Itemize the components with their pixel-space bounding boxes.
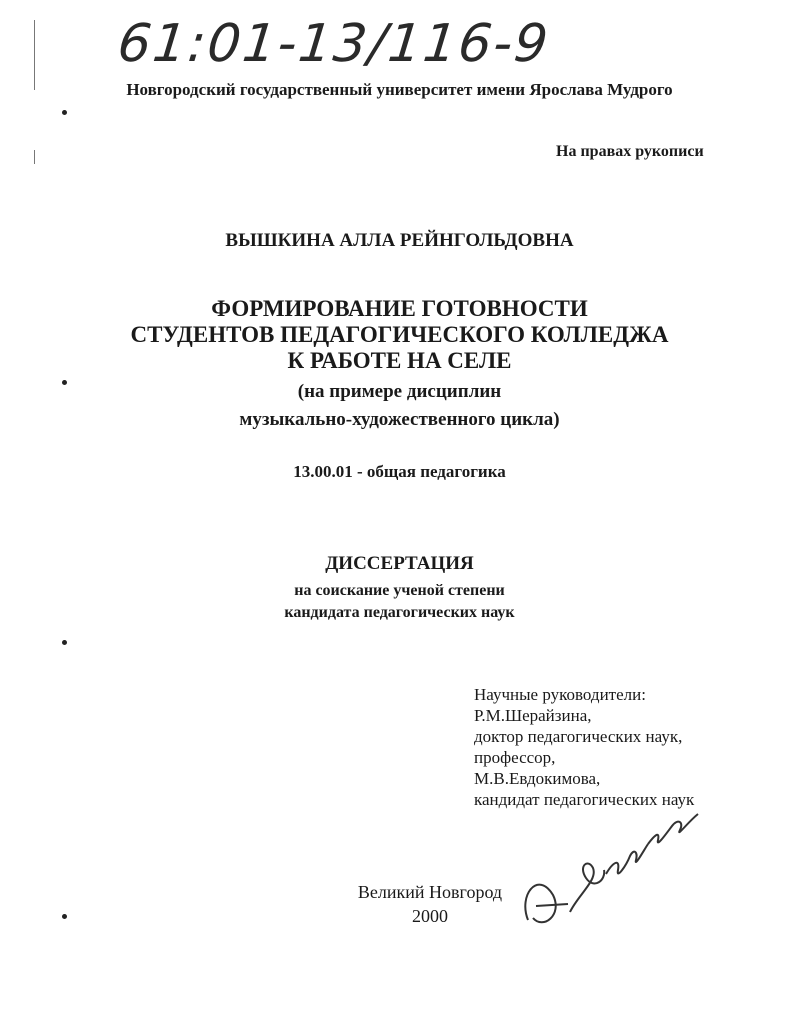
year: 2000	[412, 906, 448, 926]
manuscript-rights: На правах рукописи	[556, 143, 704, 160]
title-line: СТУДЕНТОВ ПЕДАГОГИЧЕСКОГО КОЛЛЕДЖА	[130, 322, 669, 347]
advisor-line: доктор педагогических наук,	[474, 727, 683, 746]
specialty: 13.00.01 - общая педагогика	[293, 462, 506, 481]
author-name: ВЫШКИНА АЛЛА РЕЙНГОЛЬДОВНА	[225, 230, 574, 251]
margin-dot	[62, 640, 67, 645]
advisors-label: Научные руководители:	[474, 685, 646, 704]
archive-number: 61:01-13/116-9	[114, 14, 553, 74]
degree-description	[0, 580, 799, 624]
advisor-line: профессор,	[474, 748, 556, 767]
city: Великий Новгород	[357, 882, 503, 902]
degree-line: кандидата педагогических наук	[284, 604, 515, 621]
margin-dot	[62, 914, 67, 919]
subtitle-line: музыкально-художественного цикла)	[239, 409, 560, 430]
advisor-line: Р.М.Шерайзина,	[474, 706, 592, 725]
signature-image	[508, 800, 708, 940]
dissertation-subtitle	[0, 378, 799, 434]
advisor-line: М.В.Евдокимова,	[474, 769, 601, 788]
title-line: ФОРМИРОВАНИЕ ГОТОВНОСТИ	[211, 296, 588, 321]
advisor-line: кандидат педагогических наук	[474, 790, 695, 809]
dissertation-heading: ДИССЕРТАЦИЯ	[325, 553, 474, 574]
title-line: К РАБОТЕ НА СЕЛЕ	[287, 348, 512, 373]
margin-dot	[62, 110, 67, 115]
margin-line	[34, 150, 35, 164]
advisors-block	[474, 684, 694, 810]
university-name: Новгородский государственный университет имени Ярослава Мудрого	[126, 80, 673, 99]
dissertation-title	[0, 296, 799, 374]
subtitle-line: (на примере дисциплин	[297, 381, 502, 402]
degree-line: на соискание ученой степени	[294, 582, 505, 599]
